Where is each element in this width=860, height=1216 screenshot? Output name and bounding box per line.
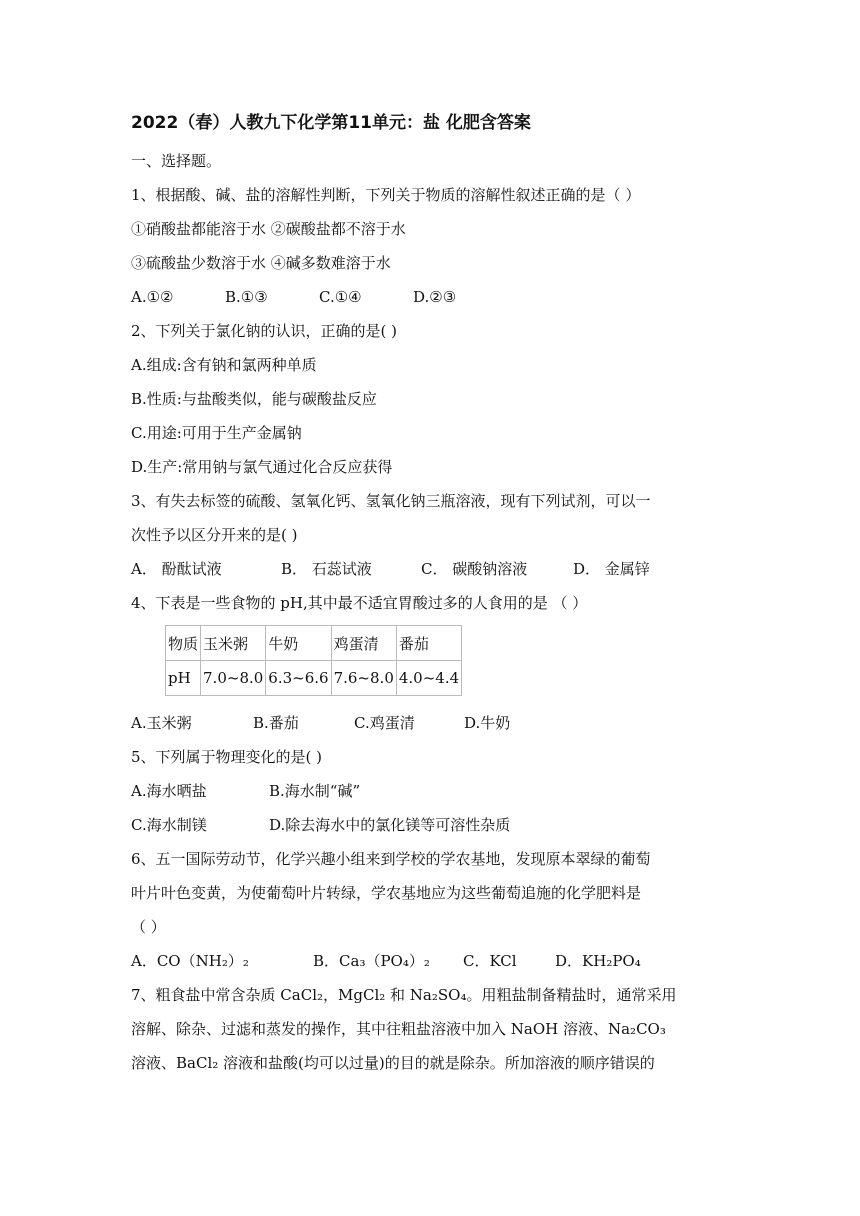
- q4-option-c: C.鸡蛋清: [354, 714, 415, 732]
- section-heading: 一、选择题。: [131, 152, 222, 170]
- q7-line2: 溶解、除杂、过滤和蒸发的操作，其中往粗盐溶液中加入 NaOH 溶液、Na₂CO₃: [131, 1020, 666, 1038]
- q2-stem: 2、下列关于氯化钠的认识，正确的是( ): [131, 322, 398, 340]
- table-cell: 牛奶: [266, 626, 331, 661]
- q7-line1: 7、粗食盐中常含杂质 CaCl₂，MgCl₂ 和 Na₂SO₄。用粗盐制备精盐时，通常采用: [131, 986, 677, 1004]
- table-cell: 鸡蛋清: [331, 626, 396, 661]
- q3-option-a: A． 酚酞试液: [131, 560, 222, 578]
- q2-option-a: A.组成:含有钠和氯两种单质: [131, 356, 317, 374]
- q5-options-row2: [131, 808, 731, 842]
- q2-option-c: C.用途:可用于生产金属钠: [131, 424, 302, 442]
- q3-options: [131, 552, 731, 586]
- q6-options: [131, 944, 731, 978]
- q4-stem: 4、下表是一些食物的 pH,其中最不适宜胃酸过多的人食用的是 （ ）: [131, 594, 588, 612]
- q1-option-d: D.②③: [413, 288, 457, 306]
- q4-options: [131, 706, 731, 740]
- q6-option-b: B．Ca₃（PO₄）₂: [313, 952, 430, 970]
- table-cell: 玉米粥: [201, 626, 266, 661]
- q3-option-b: B． 石蕊试液: [281, 560, 372, 578]
- q5-options-row1: [131, 774, 731, 808]
- q3-option-d: D． 金属锌: [573, 560, 650, 578]
- q4-option-a: A.玉米粥: [131, 714, 192, 732]
- q2-option-b: B.性质:与盐酸类似，能与碳酸盐反应: [131, 390, 377, 408]
- q1-options: [131, 280, 731, 314]
- table-cell: 6.3~6.6: [266, 661, 331, 696]
- table-cell: 物质: [166, 626, 201, 661]
- table-cell: 7.6~8.0: [331, 661, 396, 696]
- q5-option-a: A.海水晒盐: [131, 782, 207, 800]
- table-row: [166, 661, 462, 696]
- q1-statement-1: ①硝酸盐都能溶于水 ②碳酸盐都不溶于水: [131, 220, 406, 238]
- q4-option-b: B.番茄: [253, 714, 299, 732]
- table-cell: pH: [166, 661, 201, 696]
- q5-option-c: C.海水制镁: [131, 816, 207, 834]
- q6-option-a: A．CO（NH₂）₂: [131, 952, 249, 970]
- q6-option-d: D．KH₂PO₄: [555, 952, 641, 970]
- q5-stem: 5、下列属于物理变化的是( ): [131, 748, 323, 766]
- q6-stem-line2: 叶片叶色变黄，为使葡萄叶片转绿，学农基地应为这些葡萄追施的化学肥料是: [131, 884, 642, 902]
- q1-stem: 1、根据酸、碱、盐的溶解性判断，下列关于物质的溶解性叙述正确的是（ ）: [131, 186, 641, 204]
- q2-option-d: D.生产:常用钠与氯气通过化合反应获得: [131, 458, 393, 476]
- ph-table: [165, 625, 462, 696]
- table-cell: 4.0~4.4: [396, 661, 461, 696]
- table-cell: 番茄: [396, 626, 461, 661]
- table-cell: 7.0~8.0: [201, 661, 266, 696]
- q4-option-d: D.牛奶: [464, 714, 511, 732]
- q7-line3: 溶液、BaCl₂ 溶液和盐酸(均可以过量)的目的就是除杂。所加溶液的顺序错误的: [131, 1054, 655, 1072]
- q6-stem-line3: （ ）: [131, 918, 166, 936]
- document-page: [131, 112, 731, 1080]
- q1-option-c: C.①④: [319, 288, 362, 306]
- document-title: 2022（春）人教九下化学第11单元：盐 化肥含答案: [131, 113, 531, 133]
- q1-option-b: B.①③: [225, 288, 268, 306]
- q3-stem-line2: 次性予以区分开来的是( ): [131, 526, 298, 544]
- q1-statement-2: ③硫酸盐少数溶于水 ④碱多数难溶于水: [131, 254, 391, 272]
- q5-option-b: B.海水制“碱”: [269, 782, 361, 800]
- q1-option-a: A.①②: [131, 288, 174, 306]
- q3-stem-line1: 3、有失去标签的硫酸、氢氧化钙、氢氧化钠三瓶溶液，现有下列试剂，可以一: [131, 492, 651, 510]
- q6-option-c: C．KCl: [463, 952, 517, 970]
- q6-stem-line1: 6、五一国际劳动节，化学兴趣小组来到学校的学农基地，发现原本翠绿的葡萄: [131, 850, 651, 868]
- q5-option-d: D.除去海水中的氯化镁等可溶性杂质: [269, 816, 511, 834]
- table-row: [166, 626, 462, 661]
- q3-option-c: C． 碳酸钠溶液: [421, 560, 528, 578]
